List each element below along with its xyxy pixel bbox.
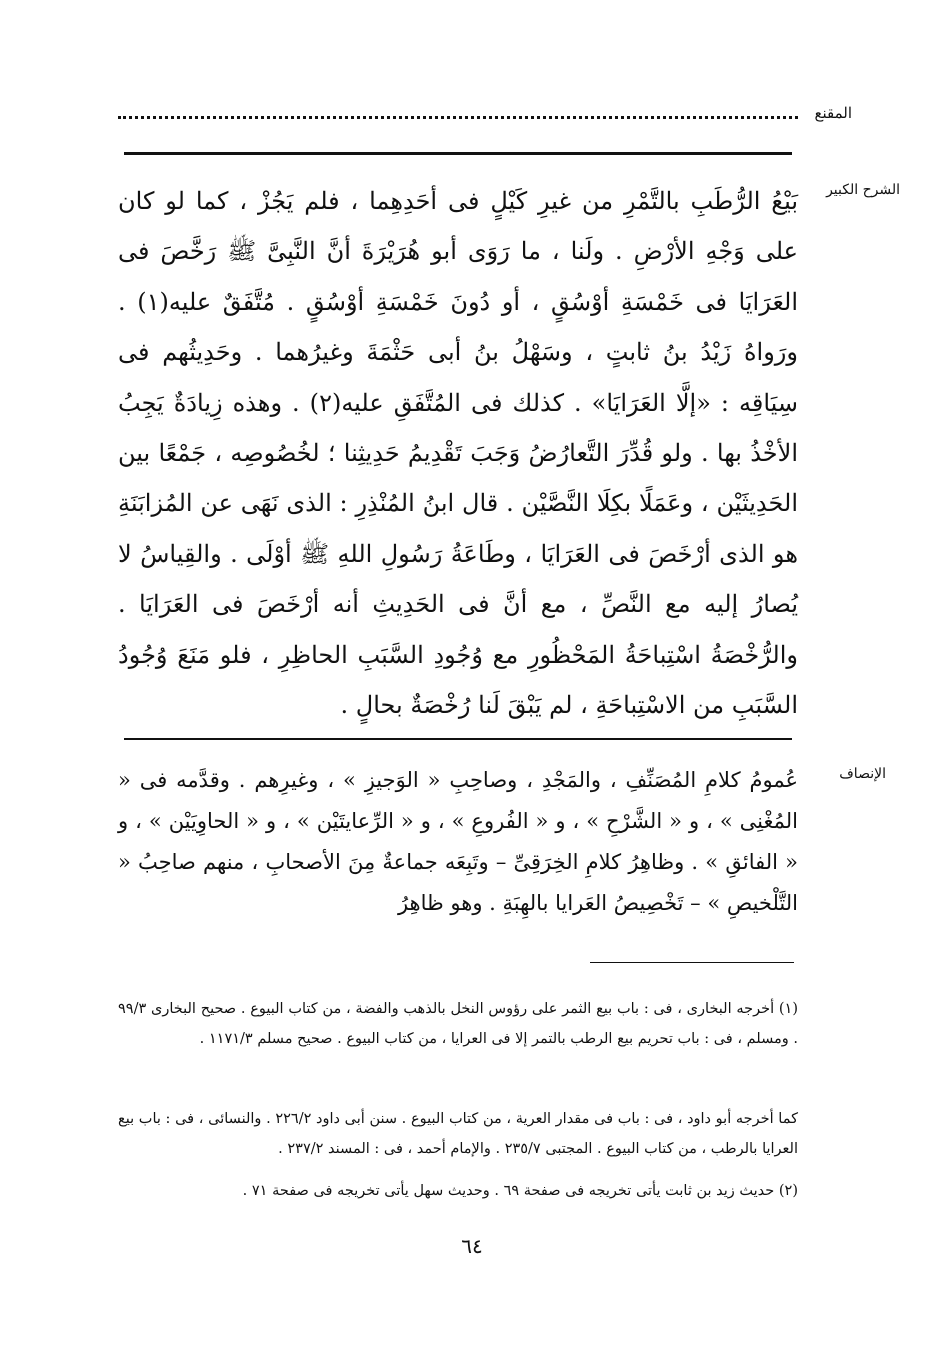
- page-number: ٦٤: [461, 1234, 483, 1258]
- sharh-section-label: الشرح الكبير: [826, 182, 900, 198]
- header-dotted-rule: [118, 116, 798, 119]
- header-rule: [124, 152, 792, 155]
- footnote-1: (١) أخرجه البخارى ، فى : باب بيع الثمر على رؤوس النخل بالذهب والفضة ، من كتاب البيوع . صحيح البخارى ٩٩/٣ . ومسلم ، فى : باب تحريم بيع الرطب بالتمر إلا فى العرايا ، من كتاب البيوع . صحيح مسلم ١١٧١/٣ .: [118, 1001, 798, 1047]
- insaf-section-label: الإنصاف: [839, 766, 886, 782]
- footnote-separator: [590, 962, 794, 963]
- section-divider: [124, 738, 792, 740]
- insaf-body-text: عُمومُ كلامِ المُصَنِّفِ ، والمَجْدِ ، وصاحِبِ « الوَجيزِ » ، وغيرِهم . وقدَّمه فى « المُغْنِى » ، و « الشَّرْحِ » ، و « الفُروعِ » ، و « الرِّعايتَيْن » ، و « الحاوِيَيْن » ، و « الفائقِ » . وظاهِرُ كلامِ الخِرَقِىِّ – وتَبِعَه جماعةٌ مِنَ الأصحابِ ، منهم صاحِبُ « التَّلْخيصِ » – تَخْصِيصُ العَرايا بالهِبَةِ . وهو ظاهِرُ: [118, 768, 798, 915]
- footnote-1-continued: كما أخرجه أبو داود ، فى : باب فى مقدار العرية ، من كتاب البيوع . سنن أبى داود ٢٢٦/٢ . والنسائى ، فى : باب بيع العرايا بالرطب ، من كتاب البيوع . المجتبى ٢٣٥/٧ . والإمام أحمد ، فى : المسند ٢٣٧/٢ .: [118, 1111, 798, 1157]
- sharh-body-text: بَيْعُ الرُّطَبِ بالتَّمْرِ من غيرِ كَيْلٍ فى أحَدِهِما ، فلم يَجُزْ ، كما لو كان على وَجْهِ الأرْضِ . ولَنا ، ما رَوَى أبو هُرَيْرَةَ أنَّ النَّبِىَّ ﷺ رَخَّصَ فى العَرَايَا فى خَمْسَةِ أوْسُقٍ ، أو دُونَ خَمْسَةِ أوْسُقٍ . مُتَّفَقٌ عليه(١) . ورَواهُ زَيْدُ بنُ ثابتٍ ، وسَهْلُ بنُ أبى حَثْمَةَ وغيرُهما . وحَدِيثُهم فى سِيَاقِه : «إلَّا العَرَايَا» . كذلك فى المُتَّفَقِ عليه(٢) . وهذه زِيادَةٌ يَجِبُ الأخْذُ بها . ولو قُدِّرَ التَّعارُضُ وَجَبَ تَقْدِيمُ حَدِيثِنا ؛ لخُصُوصِه ، جَمْعًا بين الحَدِيثَيْن ، وعَمَلًا بكِلَا النَّصَّيْن . قال ابنُ المُنْذِرِ : الذى نَهَى عن المُزابَنَةِ هو الذى أرْخَصَ فى العَرَايَا ، وطَاعَةُ رَسُولِ اللهِ ﷺ أوْلَى . والقِياسُ لا يُصارُ إليه مع النَّصِّ ، مع أنَّ فى الحَدِيثِ أنه أرْخَصَ فى العَرَايَا . والرُّخْصَةُ اسْتِباحَةُ المَحْظُورِ مع وُجُودِ السَّبَبِ الحاظِرِ ، فلو مَنَعَ وُجُودُ السَّبَبِ من الاسْتِباحَةِ ، لم يَبْقَ لَنا رُخْصَةٌ بحالٍ .: [118, 187, 799, 720]
- running-header-title: المقنع: [814, 104, 852, 122]
- footnote-2: (٢) حديث زيد بن ثابت يأتى تخريجه فى صفحة ٦٩ . وحديث سهل يأتى تخريجه فى صفحة ٧١ .: [242, 1183, 798, 1199]
